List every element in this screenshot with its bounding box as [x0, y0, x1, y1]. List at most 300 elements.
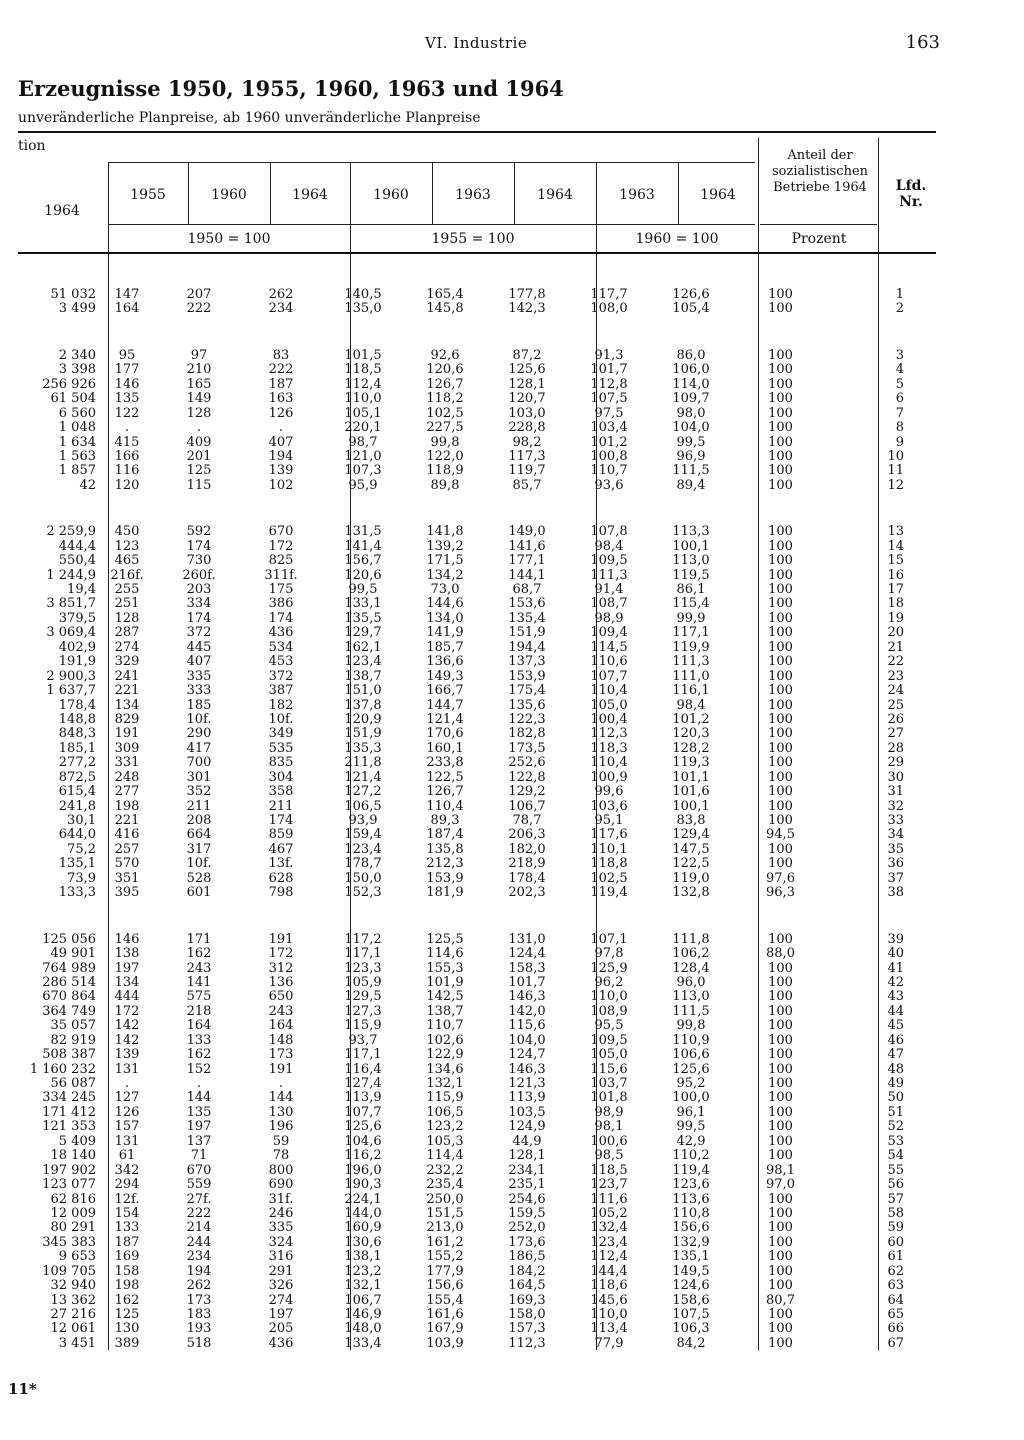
table-cell: 126,7 [426, 377, 464, 392]
table-cell: 148 [268, 1033, 294, 1048]
table-row [0, 1077, 904, 1091]
row-number-cell: 24 [887, 684, 904, 699]
table-cell: 100 [768, 525, 793, 540]
row-number-cell: 65 [887, 1308, 904, 1322]
table-cell: 379,5 [58, 611, 96, 626]
table-cell: 100 [768, 597, 793, 612]
table-cell: 123 077 [42, 1178, 96, 1193]
table-cell: 100 [768, 1019, 793, 1034]
table-cell: 227,5 [426, 421, 464, 436]
table-cell: 436 [268, 1336, 294, 1351]
table-cell: 152 [186, 1062, 212, 1077]
table-cell: 291 [268, 1264, 294, 1279]
table-cell: 100 [768, 406, 793, 421]
table-cell: 139,2 [426, 539, 464, 554]
table-cell: 101,1 [672, 770, 710, 785]
year-header: 1960 [211, 187, 247, 203]
table-cell: 97,0 [766, 1178, 795, 1193]
table-cell: 154 [114, 1206, 140, 1221]
table-cell: 127 [114, 1091, 140, 1106]
table-cell: 140,5 [344, 288, 382, 302]
header-divider [878, 138, 879, 256]
table-cell: 177,1 [508, 554, 546, 569]
table-cell: 135,1 [58, 857, 96, 872]
table-cell: 243 [268, 1004, 294, 1019]
table-cell: 112,3 [590, 727, 628, 742]
table-cell: 114,6 [426, 947, 464, 962]
table-cell: 120,9 [344, 712, 382, 727]
table-cell: 104,6 [344, 1134, 382, 1149]
table-row [0, 1207, 904, 1221]
table-cell: 137,8 [344, 698, 382, 713]
table-cell: 334 [186, 597, 212, 612]
table-cell: 86,1 [676, 583, 706, 597]
table-cell: 103,4 [590, 421, 628, 436]
table-cell: 508 387 [42, 1048, 96, 1063]
table-cell: 100 [768, 698, 793, 713]
table-cell: 98,4 [594, 539, 624, 554]
table-cell: 146,3 [508, 1062, 546, 1077]
table-cell: 117,1 [672, 626, 710, 641]
table-cell: 235,1 [508, 1178, 546, 1193]
table-cell: 149,0 [508, 525, 546, 540]
table-row [0, 583, 904, 597]
table-cell: 101,8 [590, 1091, 628, 1106]
header-rule-base [108, 224, 755, 225]
table-cell: 133 [114, 1221, 140, 1236]
table-cell: 316 [268, 1250, 294, 1265]
table-cell: 194,4 [508, 640, 546, 655]
table-row [0, 1149, 904, 1163]
table-cell: 389 [114, 1336, 140, 1351]
table-cell: 101,7 [590, 363, 628, 378]
table-cell: 125 [114, 1308, 140, 1322]
table-cell: 110,0 [590, 990, 628, 1005]
table-cell: 182 [268, 698, 294, 713]
table-cell: 129,4 [672, 828, 710, 843]
table-cell: 329 [114, 655, 140, 670]
row-number-cell: 19 [887, 611, 904, 626]
header-fragment: tion [18, 138, 46, 154]
table-cell: 147,5 [672, 842, 710, 857]
table-cell: 99,9 [676, 611, 706, 626]
table-cell: 100 [768, 1077, 793, 1091]
table-cell: 103,9 [426, 1336, 464, 1351]
table-cell: 252,6 [508, 756, 546, 771]
table-cell: 111,5 [672, 1004, 710, 1019]
table-row [0, 1164, 904, 1178]
table-cell: 256 926 [42, 377, 96, 392]
table-cell: 82 919 [50, 1033, 96, 1048]
table-cell: 174 [186, 611, 212, 626]
table-cell: 173,6 [508, 1235, 546, 1250]
table-cell: 128,1 [508, 1149, 546, 1164]
table-cell: 133 [186, 1033, 212, 1048]
table-cell: 416 [114, 828, 140, 843]
table-cell: 100 [768, 539, 793, 554]
table-cell: 334 245 [42, 1091, 96, 1106]
table-cell: 174 [268, 814, 294, 828]
table-cell: 121 353 [42, 1120, 96, 1135]
table-cell: 18 140 [50, 1149, 96, 1164]
row-number-cell: 33 [887, 814, 904, 828]
table-cell: 100 [768, 392, 793, 407]
table-cell: 93,6 [594, 478, 624, 493]
year-header: 1964 [292, 187, 328, 203]
year-header: 1964 [537, 187, 573, 203]
table-cell: 207 [186, 288, 212, 302]
table-cell: 103,0 [508, 406, 546, 421]
table-cell: 96,3 [766, 886, 795, 901]
table-cell: 100 [768, 1120, 793, 1135]
table-cell: 127,2 [344, 785, 382, 800]
table-cell: 119,5 [672, 568, 710, 583]
row-number-cell: 50 [887, 1091, 904, 1106]
table-cell: 135,1 [672, 1250, 710, 1265]
table-cell: 141,8 [426, 525, 464, 540]
table-cell: 122,3 [508, 712, 546, 727]
table-cell: 86,0 [676, 348, 706, 363]
table-row [0, 1322, 904, 1336]
table-cell: 100 [768, 1322, 793, 1337]
table-cell: 135,0 [344, 302, 382, 317]
table-cell: 128 [186, 406, 212, 421]
table-cell: 331 [114, 756, 140, 771]
row-number-cell: 39 [887, 932, 904, 947]
table-cell: 248 [114, 770, 140, 785]
table-cell: 100 [768, 626, 793, 641]
table-cell: 132,8 [672, 886, 710, 901]
table-row [0, 785, 904, 799]
table-cell: 402,9 [58, 640, 96, 655]
table-cell: 163 [268, 392, 294, 407]
table-cell: 100 [768, 1062, 793, 1077]
table-cell: 119,9 [672, 640, 710, 655]
table-cell: 115,9 [426, 1091, 464, 1106]
table-cell: . [196, 421, 202, 436]
table-cell: 62 816 [50, 1192, 96, 1207]
table-cell: 335 [186, 669, 212, 684]
table-cell: 89,8 [430, 478, 460, 493]
table-cell: 106,2 [672, 947, 710, 962]
table-row [0, 464, 904, 478]
row-number-cell: 18 [887, 597, 904, 612]
table-cell: 345 383 [42, 1235, 96, 1250]
table-cell: 100 [768, 363, 793, 378]
table-cell: 104,0 [672, 421, 710, 436]
table-cell: 210 [186, 363, 212, 378]
table-row [0, 288, 904, 302]
table-cell: 99,5 [348, 583, 378, 597]
table-cell: 162 [114, 1293, 140, 1308]
table-cell: 117,7 [590, 288, 628, 302]
table-cell: 312 [268, 961, 294, 976]
table-cell: 160,9 [344, 1221, 382, 1236]
table-cell: 131,5 [344, 525, 382, 540]
table-cell: 132,1 [344, 1279, 382, 1294]
table-cell: 164,5 [508, 1279, 546, 1294]
table-cell: 12 061 [50, 1322, 96, 1337]
table-row [0, 742, 904, 756]
year-header: 1963 [619, 187, 655, 203]
table-cell: 175 [268, 583, 294, 597]
row-number-cell: 34 [887, 828, 904, 843]
table-cell: 116 [114, 464, 140, 479]
table-row [0, 1308, 904, 1322]
table-cell: 311f. [264, 568, 298, 583]
group-separator [0, 317, 904, 349]
table-cell: 93,7 [348, 1033, 378, 1048]
table-row [0, 990, 904, 1004]
table-cell: 650 [268, 990, 294, 1005]
table-cell: 274 [114, 640, 140, 655]
table-row [0, 1337, 904, 1351]
table-cell: 164 [186, 1019, 212, 1034]
table-row [0, 554, 904, 568]
table-cell: 13f. [268, 857, 294, 872]
table-cell: 165,4 [426, 288, 464, 302]
table-cell: 80 291 [50, 1221, 96, 1236]
table-cell: 95,9 [348, 478, 378, 493]
table-cell: 152,3 [344, 886, 382, 901]
table-cell: 228,8 [508, 421, 546, 436]
table-cell: 115,4 [672, 597, 710, 612]
table-cell: 120,3 [672, 727, 710, 742]
lfd-nr-header: Lfd. Nr. [895, 178, 927, 210]
table-cell: 100,6 [590, 1134, 628, 1149]
table-cell: 173,5 [508, 741, 546, 756]
table-cell: 95,5 [594, 1019, 624, 1034]
table-cell: 153,6 [508, 597, 546, 612]
table-cell: 101,2 [590, 435, 628, 450]
table-cell: 122,0 [426, 449, 464, 464]
table-cell: 96,9 [676, 449, 706, 464]
row-number-cell: 52 [887, 1120, 904, 1135]
table-cell: 100 [768, 990, 793, 1005]
table-cell: 6 560 [58, 406, 96, 421]
table-cell: 97,6 [766, 871, 795, 886]
table-cell: 644,0 [58, 828, 96, 843]
table-cell: 100,8 [590, 449, 628, 464]
table-cell: 111,5 [672, 464, 710, 479]
table-cell: 198 [114, 1279, 140, 1294]
table-cell: 101,7 [508, 975, 546, 990]
table-cell: 95,2 [676, 1077, 706, 1091]
table-cell: 98,1 [594, 1120, 624, 1135]
table-cell: 144 [268, 1091, 294, 1106]
table-cell: 112,8 [590, 377, 628, 392]
table-cell: 107,5 [590, 392, 628, 407]
row-number-cell: 62 [887, 1264, 904, 1279]
table-cell: 95 [118, 348, 136, 363]
table-cell: 124,7 [508, 1048, 546, 1063]
table-cell: 100 [768, 640, 793, 655]
table-row [0, 450, 904, 464]
table-cell: 202,3 [508, 886, 546, 901]
table-cell: 146 [114, 932, 140, 947]
table-cell: 110,2 [672, 1149, 710, 1164]
table-cell: 98,1 [766, 1163, 795, 1178]
table-cell: 100 [768, 712, 793, 727]
table-cell: 444,4 [58, 539, 96, 554]
row-number-cell: 26 [887, 712, 904, 727]
table-cell: 664 [186, 828, 212, 843]
table-cell: 100 [768, 975, 793, 990]
table-cell: 157 [114, 1120, 140, 1135]
table-cell: 161,6 [426, 1308, 464, 1322]
row-number-cell: 23 [887, 669, 904, 684]
table-cell: 113,3 [672, 525, 710, 540]
table-row [0, 363, 904, 377]
table-cell: 137,3 [508, 655, 546, 670]
row-number-cell: 47 [887, 1048, 904, 1063]
table-cell: 97,5 [594, 406, 624, 421]
table-row [0, 525, 904, 539]
row-number-cell: 44 [887, 1004, 904, 1019]
table-cell: 96,1 [676, 1105, 706, 1120]
table-cell: 110,0 [344, 392, 382, 407]
table-cell: 111,3 [672, 655, 710, 670]
table-cell: 194 [268, 449, 294, 464]
table-cell: 690 [268, 1178, 294, 1193]
table-cell: 205 [268, 1322, 294, 1337]
table-cell: 159,5 [508, 1206, 546, 1221]
table-row [0, 612, 904, 626]
table-row [0, 1178, 904, 1192]
row-number-cell: 2 [895, 302, 904, 317]
table-cell: 100 [768, 1221, 793, 1236]
table-cell: 764 989 [42, 961, 96, 976]
table-cell: 105,3 [426, 1134, 464, 1149]
table-cell: 59 [272, 1134, 290, 1149]
table-cell: 212,3 [426, 857, 464, 872]
table-row [0, 1193, 904, 1207]
table-cell: 222 [186, 1206, 212, 1221]
table-cell: 121,0 [344, 449, 382, 464]
table-cell: 277,2 [58, 756, 96, 771]
table-cell: 141,9 [426, 626, 464, 641]
table-cell: 117,6 [590, 828, 628, 843]
table-cell: 221 [114, 814, 140, 828]
table-cell: 126 [114, 1105, 140, 1120]
table-cell: 126 [268, 406, 294, 421]
table-row [0, 1294, 904, 1308]
table-cell: 169,3 [508, 1293, 546, 1308]
table-cell: 194 [186, 1264, 212, 1279]
table-cell: 395 [114, 886, 140, 901]
table-cell: 171 412 [42, 1105, 96, 1120]
table-cell: 136 [268, 975, 294, 990]
table-cell: 142 [114, 1033, 140, 1048]
table-cell: 351 [114, 871, 140, 886]
table-cell: 164 [268, 1019, 294, 1034]
row-number-cell: 6 [895, 392, 904, 407]
table-row [0, 597, 904, 611]
table-cell: 68,7 [512, 583, 542, 597]
table-row [0, 479, 904, 493]
table-cell: 185 [186, 698, 212, 713]
table-cell: . [196, 1077, 202, 1091]
table-cell: 294 [114, 1178, 140, 1193]
table-cell: 211 [268, 799, 294, 814]
row-number-cell: 41 [887, 961, 904, 976]
table-cell: 110,4 [590, 756, 628, 771]
table-row [0, 684, 904, 698]
table-cell: . [124, 1077, 130, 1091]
table-cell: 166,7 [426, 684, 464, 699]
table-cell: 358 [268, 785, 294, 800]
table-cell: 134,0 [426, 611, 464, 626]
table-cell: 167,9 [426, 1322, 464, 1337]
table-cell: 670 [186, 1163, 212, 1178]
row-number-cell: 10 [887, 449, 904, 464]
row-number-cell: 56 [887, 1178, 904, 1193]
table-row [0, 1265, 904, 1279]
table-cell: 324 [268, 1235, 294, 1250]
group-separator [0, 493, 904, 525]
table-cell: 287 [114, 626, 140, 641]
table-cell: 98,2 [512, 435, 542, 450]
table-cell: 105,2 [590, 1206, 628, 1221]
row-number-cell: 25 [887, 698, 904, 713]
table-cell: 5 409 [58, 1134, 96, 1149]
table-cell: 138,7 [344, 669, 382, 684]
table-cell: 387 [268, 684, 294, 699]
table-cell: 234,1 [508, 1163, 546, 1178]
table-row [0, 699, 904, 713]
table-cell: 111,3 [590, 568, 628, 583]
table-cell: 798 [268, 886, 294, 901]
row-number-cell: 57 [887, 1192, 904, 1207]
table-cell: 100,4 [590, 712, 628, 727]
table-cell: 178,4 [58, 698, 96, 713]
header-divider [758, 138, 759, 256]
table-cell: 113,0 [672, 554, 710, 569]
table-cell: 100 [768, 611, 793, 626]
table-cell: 206,3 [508, 828, 546, 843]
table-cell: 98,5 [594, 1149, 624, 1164]
table-cell: 445 [186, 640, 212, 655]
table-cell: 100 [768, 1048, 793, 1063]
page-number: 163 [905, 32, 940, 53]
table-cell: 100 [768, 1192, 793, 1207]
table-cell: 134,2 [426, 568, 464, 583]
table-cell: 132,1 [426, 1077, 464, 1091]
table-cell: 570 [114, 857, 140, 872]
table-cell: 149,3 [426, 669, 464, 684]
table-cell: 115,9 [344, 1019, 382, 1034]
table-cell: 220,1 [344, 421, 382, 436]
table-cell: 153,9 [426, 871, 464, 886]
table-cell: 123,2 [426, 1120, 464, 1135]
table-cell: 214 [186, 1221, 212, 1236]
table-cell: 51 032 [50, 288, 96, 302]
table-cell: 196 [268, 1120, 294, 1135]
table-row [0, 407, 904, 421]
row-number-cell: 60 [887, 1235, 904, 1250]
row-number-cell: 37 [887, 871, 904, 886]
table-cell: 100 [768, 1206, 793, 1221]
table-cell: 100 [768, 1250, 793, 1265]
table-cell: 118,8 [590, 857, 628, 872]
table-cell: 670 [268, 525, 294, 540]
table-cell: 183 [186, 1308, 212, 1322]
table-cell: 181,9 [426, 886, 464, 901]
table-cell: 221 [114, 684, 140, 699]
table-cell: 113,9 [344, 1091, 382, 1106]
table-cell: 1 857 [58, 464, 96, 479]
table-cell: 122,5 [426, 770, 464, 785]
